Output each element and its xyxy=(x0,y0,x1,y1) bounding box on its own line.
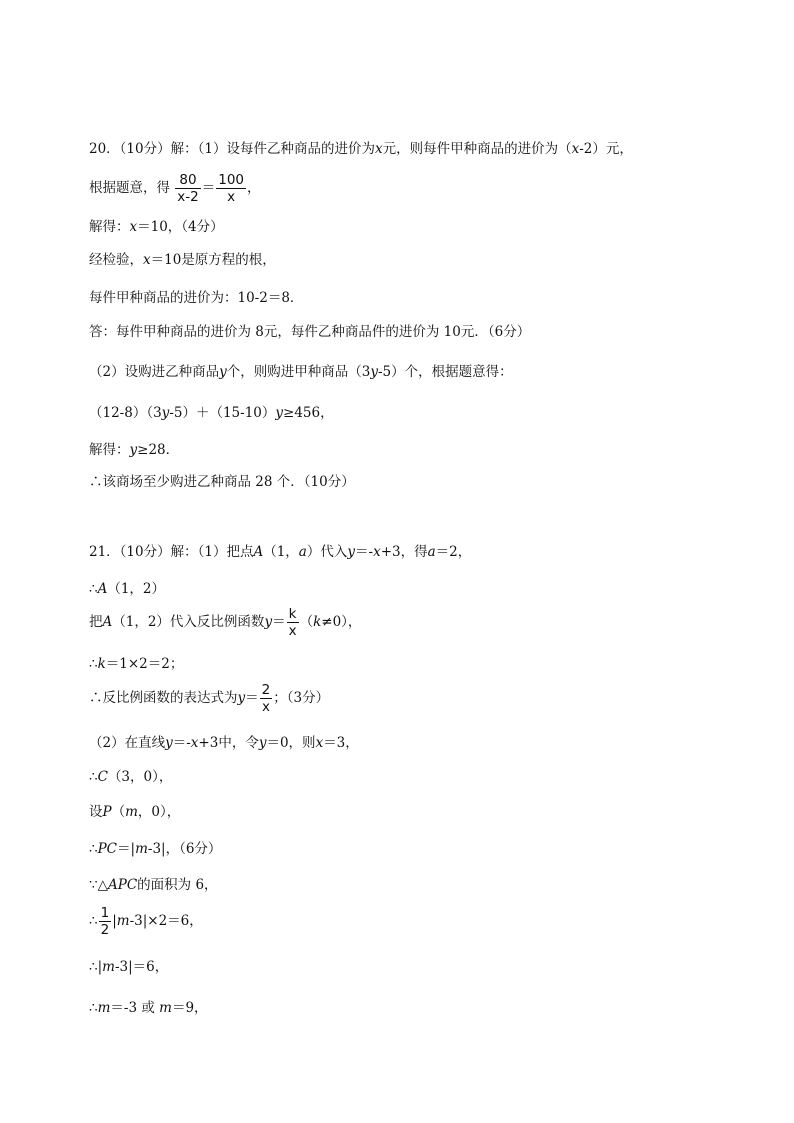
q21-line-3: 把A（1，2）代入反比例函数y＝ $\frac{k}{x}$ （k≠0）， xyxy=(89,606,362,639)
q21-line-2: ∴A（1，2） xyxy=(89,581,166,597)
q21-line-13: ∴m＝-3 或 m＝9， xyxy=(89,1000,208,1016)
q20-line-4: 经检验，x＝10是原方程的根， xyxy=(89,252,276,268)
q21-line-8: 设P（m，0）， xyxy=(89,804,181,820)
q20-line-5: 每件甲种商品的进价为：10-2＝8． xyxy=(89,290,304,306)
q21-line-11: ∴ $\frac{1}{2}$ |m-3|×2＝6， xyxy=(89,905,203,938)
q21-line-1: 21．（10分）解：（1）把点A（1，a）代入y＝-x+3，得a＝2， xyxy=(89,544,472,560)
q21-line-5: ∴反比例函数的表达式为y＝ $\frac{2}{x}$ ；（3分） xyxy=(89,682,330,715)
q21-line-4: ∴k＝1×2＝2； xyxy=(89,656,184,672)
q20-line-1: 20．（10分）解：（1）设每件乙种商品的进价为x元，则每件甲种商品的进价为（x-2）元， xyxy=(89,141,633,157)
q20-line-9: 解得：y≥28． xyxy=(89,442,180,458)
fraction-1-over-2: $\frac{1}{2}$ xyxy=(100,905,110,938)
q21-line-10: ∵△APC的面积为 6， xyxy=(89,877,218,893)
q21-line-7: ∴C（3，0）， xyxy=(89,769,173,785)
fraction-k-over-x: $\frac{k}{x}$ xyxy=(288,606,297,639)
q20-line-10: ∴该商场至少购进乙种商品 28 个．（10分） xyxy=(89,474,355,490)
fraction-80-over-x-minus-2: $\frac{80}{x-2}$ xyxy=(177,172,199,205)
q21-line-12: ∴|m-3|＝6， xyxy=(89,959,169,975)
q20-line-8: （12-8）（3y-5）＋（15-10）y≥456， xyxy=(89,405,334,421)
q20-line-7: （2）设购进乙种商品y个，则购进甲种商品（3y-5）个，根据题意得： xyxy=(89,364,513,380)
fraction-100-over-x: $\frac{100}{x}$ xyxy=(218,172,245,205)
q20-line-2: 根据题意，得 $\frac{80}{x-2}$ ＝ $\frac{100}{x}$ ， xyxy=(89,172,261,205)
q21-line-6: （2）在直线y＝-x+3中，令y＝0，则x＝3， xyxy=(89,735,359,751)
q20-line-6: 答：每件甲种商品的进价为 8元，每件乙种商品件的进价为 10元．（6分） xyxy=(89,324,531,340)
q21-line-9: ∴PC＝|m-3|，（6分） xyxy=(89,841,222,857)
fraction-2-over-x: $\frac{2}{x}$ xyxy=(261,682,271,715)
q20-line-3: 解得：x＝10，（4分） xyxy=(89,219,224,235)
